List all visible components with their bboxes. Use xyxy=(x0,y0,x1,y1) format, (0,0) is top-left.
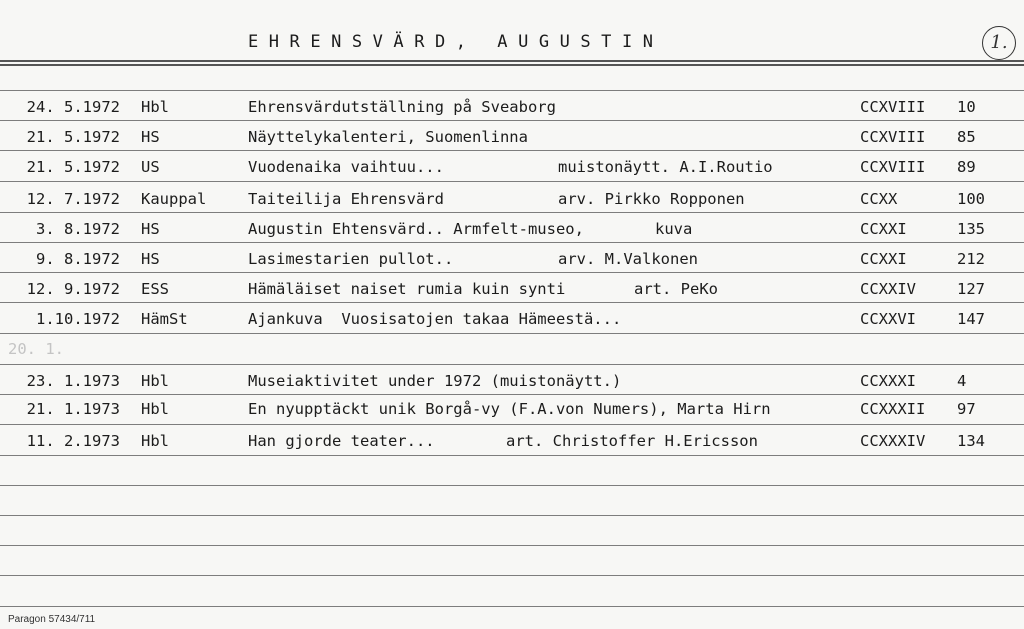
table-row xyxy=(0,124,1024,152)
table-row xyxy=(0,246,1024,274)
date-cell: 21. 5.1972 xyxy=(26,158,120,176)
page-cell: 10 xyxy=(957,98,976,116)
table-row xyxy=(0,368,1024,396)
source-cell: HS xyxy=(141,128,160,146)
table-row xyxy=(0,396,1024,424)
page-cell: 135 xyxy=(957,220,985,238)
table-row xyxy=(0,276,1024,304)
volume-cell: CCXXXI xyxy=(860,372,916,390)
date-cell: 23. 1.1973 xyxy=(26,372,120,390)
ruled-line xyxy=(0,424,1024,425)
note-cell: muistonäytt. A.I.Routio xyxy=(558,158,773,176)
ruled-line xyxy=(0,485,1024,486)
source-cell: Hbl xyxy=(141,98,169,116)
date-cell: 11. 2.1973 xyxy=(26,432,120,450)
source-cell: Hbl xyxy=(141,432,169,450)
note-cell: arv. Pirkko Ropponen xyxy=(558,190,745,208)
volume-cell: CCXX xyxy=(860,190,898,208)
volume-cell: CCXXXII xyxy=(860,400,926,418)
ruled-line xyxy=(0,515,1024,516)
table-row xyxy=(0,428,1024,456)
page-number-mark: 1. xyxy=(982,26,1016,60)
source-cell: Hbl xyxy=(141,372,169,390)
description-cell: Lasimestarien pullot.. xyxy=(248,250,454,268)
source-cell: HS xyxy=(141,250,160,268)
note-cell: art. Christoffer H.Ericsson xyxy=(506,432,758,450)
description-cell: Museiaktivitet under 1972 (muistonäytt.) xyxy=(248,372,622,390)
table-row xyxy=(0,306,1024,334)
note-cell: art. PeKo xyxy=(634,280,718,298)
date-cell: 21. 1.1973 xyxy=(26,400,120,418)
ruled-line xyxy=(0,575,1024,576)
date-cell: 12. 7.1972 xyxy=(26,190,120,208)
description-cell: Hämäläiset naiset rumia kuin synti xyxy=(248,280,566,298)
date-cell: 12. 9.1972 xyxy=(26,280,120,298)
ruled-line xyxy=(0,606,1024,607)
volume-cell: CCXXI xyxy=(860,220,907,238)
date-cell: 21. 5.1972 xyxy=(26,128,120,146)
date-cell: 3. 8.1972 xyxy=(36,220,120,238)
table-row xyxy=(0,94,1024,122)
volume-cell: CCXVIII xyxy=(860,98,926,116)
description-cell: Taiteilija Ehrensvärd xyxy=(248,190,444,208)
source-cell: Kauppal xyxy=(141,190,207,208)
print-code: Paragon 57434/711 xyxy=(8,614,96,625)
volume-cell: CCXXI xyxy=(860,250,907,268)
date-cell: 24. 5.1972 xyxy=(26,98,120,116)
card-title: EHRENSVÄRD, AUGUSTIN xyxy=(248,32,664,52)
header-rule xyxy=(0,60,1024,62)
page-cell: 100 xyxy=(957,190,985,208)
description-cell: Näyttelykalenteri, Suomenlinna xyxy=(248,128,528,146)
note-cell: kuva xyxy=(655,220,693,238)
page-cell: 89 xyxy=(957,158,976,176)
page-cell: 4 xyxy=(957,372,967,390)
ruled-line xyxy=(0,90,1024,91)
source-cell: US xyxy=(141,158,160,176)
page-cell: 97 xyxy=(957,400,976,418)
description-cell: Ehrensvärdutställning på Sveaborg xyxy=(248,98,556,116)
table-row xyxy=(0,154,1024,182)
description-cell: En nyupptäckt unik Borgå-vy (F.A.von Numers), Marta Hirn xyxy=(248,400,771,418)
volume-cell: CCXXVI xyxy=(860,310,916,328)
page-cell: 127 xyxy=(957,280,985,298)
table-row xyxy=(0,186,1024,214)
source-cell: HS xyxy=(141,220,160,238)
volume-cell: CCXVIII xyxy=(860,128,926,146)
page-cell: 212 xyxy=(957,250,985,268)
date-cell: 1.10.1972 xyxy=(36,310,120,328)
header-rule-2 xyxy=(0,64,1024,66)
table-row xyxy=(0,336,1024,364)
source-cell: HämSt xyxy=(141,310,188,328)
volume-cell: CCXXIV xyxy=(860,280,916,298)
description-cell: Augustin Ehtensvärd.. Armfelt-museo, xyxy=(248,220,584,238)
description-cell: Han gjorde teater... xyxy=(248,432,435,450)
date-cell: 9. 8.1972 xyxy=(36,250,120,268)
volume-cell: CCXVIII xyxy=(860,158,926,176)
page-cell: 134 xyxy=(957,432,985,450)
page-cell: 85 xyxy=(957,128,976,146)
ruled-line xyxy=(0,364,1024,365)
page-cell: 147 xyxy=(957,310,985,328)
faint-erased-date: 20. 1. xyxy=(8,340,64,358)
source-cell: Hbl xyxy=(141,400,169,418)
note-cell: arv. M.Valkonen xyxy=(558,250,698,268)
ruled-line xyxy=(0,545,1024,546)
description-cell: Ajankuva Vuosisatojen takaa Hämeestä... xyxy=(248,310,622,328)
volume-cell: CCXXXIV xyxy=(860,432,926,450)
table-row xyxy=(0,216,1024,244)
description-cell: Vuodenaika vaihtuu... xyxy=(248,158,444,176)
source-cell: ESS xyxy=(141,280,169,298)
